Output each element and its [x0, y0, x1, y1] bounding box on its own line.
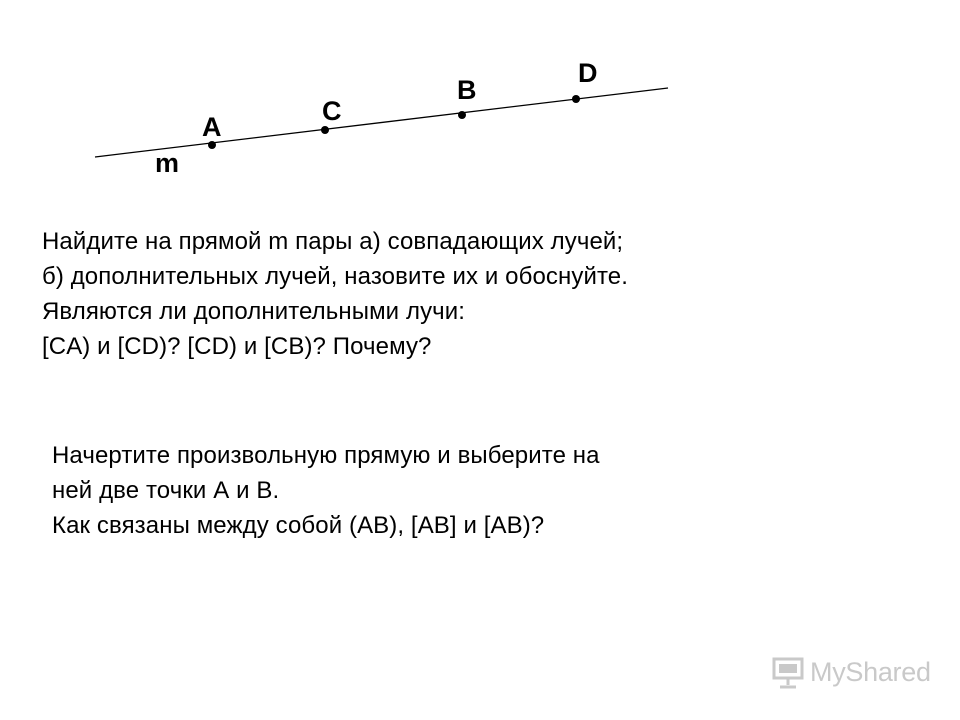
- watermark-logo: [770, 654, 931, 690]
- task-2-line: ней две точки А и В.: [52, 477, 280, 504]
- task-2-line: Как связаны между собой (АВ), [АВ] и [АВ)?: [52, 512, 545, 539]
- task-1-line: Найдите на прямой m пары а) совпадающих лучей;: [42, 228, 624, 255]
- point-a-label: A: [202, 112, 222, 142]
- task-1-line: б) дополнительных лучей, назовите их и обоснуйте.: [42, 263, 628, 290]
- line-m: [95, 88, 668, 157]
- point-b-label: B: [457, 75, 477, 105]
- task-1-line: [CA) и [CD)? [CD) и [CB)? Почему?: [42, 333, 432, 360]
- point-c-label: C: [322, 96, 342, 126]
- task-1-line: Являются ли дополнительными лучи:: [42, 298, 466, 325]
- point-d-dot: [572, 95, 580, 103]
- task-1-text: [42, 224, 628, 364]
- point-b-dot: [458, 111, 466, 119]
- watermark-text: MyShared: [810, 656, 931, 687]
- presentation-board-icon: [770, 655, 806, 689]
- line-m-label: m: [155, 148, 180, 178]
- point-a-dot: [208, 141, 216, 149]
- point-c-dot: [321, 126, 329, 134]
- point-d-label: D: [578, 58, 598, 88]
- task-2-line: Начертите произвольную прямую и выберите на: [52, 442, 600, 469]
- task-2-text: [52, 438, 600, 543]
